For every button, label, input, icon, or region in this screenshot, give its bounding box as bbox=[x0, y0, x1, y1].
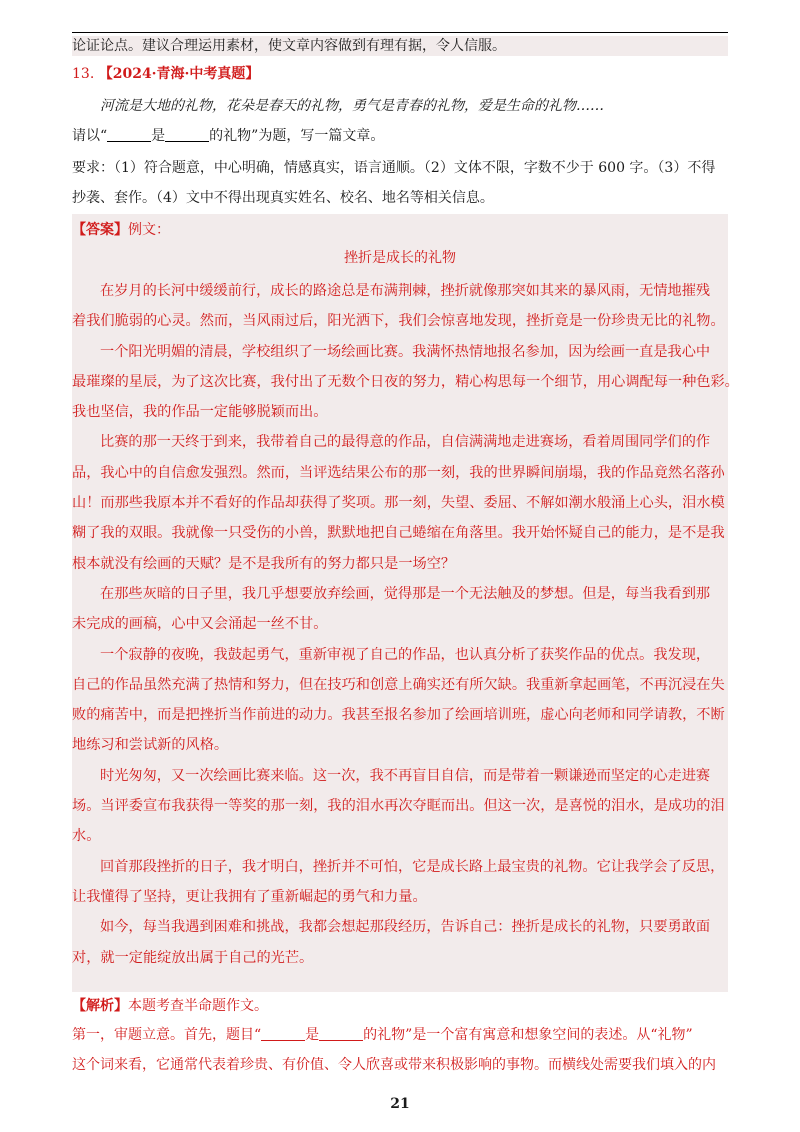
analysis-part: 是 bbox=[305, 1027, 320, 1043]
essay-line: 水。 bbox=[72, 828, 101, 845]
essay-line: 让我懂得了坚持，更让我拥有了重新崛起的勇气和力量。 bbox=[72, 888, 427, 905]
essay-line: 在那些灰暗的日子里，我几乎想要放弃绘画，觉得那是一个无法触及的梦想。但是，每当我看到那 bbox=[100, 585, 711, 602]
essay-line: 山！而那些我原本并不看好的作品却获得了奖项。那一刻，失望、委屈、不解如潮水般涌上心头，泪水模 bbox=[72, 495, 725, 512]
header-rule bbox=[72, 32, 728, 33]
blank-line bbox=[165, 141, 209, 142]
analysis-line-2 bbox=[72, 1025, 693, 1045]
essay-line: 场。当评委宣布我获得一等奖的那一刻，我的泪水再次夺眶而出。但这一次，是喜悦的泪水，是成功的泪 bbox=[72, 798, 725, 815]
prompt-part: 请以“ bbox=[72, 128, 108, 144]
essay-line: 根本就没有绘画的天赋？是不是我所有的努力都只是一场空？ bbox=[72, 555, 456, 572]
blank-line bbox=[107, 141, 151, 142]
essay-line: 着我们脆弱的心灵。然而，当风雨过后，阳光洒下，我们会惊喜地发现，挫折竟是一份珍贵无比的礼物。 bbox=[72, 313, 725, 330]
essay-line: 时光匆匆，又一次绘画比赛来临。这一次，我不再盲目自信，而是带着一颗谦逊而坚定的心走进赛 bbox=[100, 767, 711, 784]
blank-line bbox=[319, 1040, 363, 1041]
answer-block bbox=[72, 214, 739, 992]
question-prompt bbox=[72, 126, 384, 146]
essay-line: 一个寂静的夜晚，我鼓起勇气，重新审视了自己的作品，也认真分析了获奖作品的优点。我发现， bbox=[100, 646, 711, 663]
answer-header bbox=[72, 220, 170, 240]
essay-line: 如今，每当我遇到困难和挑战，我都会想起那段经历，告诉自己：挫折是成长的礼物，只要勇敢面 bbox=[100, 919, 711, 936]
essay-line: 未完成的画稿，心中又会涌起一丝不甘。 bbox=[72, 616, 328, 633]
prompt-part: 是 bbox=[151, 128, 166, 144]
essay-line: 品，我心中的自信愈发强烈。然而，当评选结果公布的那一刻，我的世界瞬间崩塌，我的作品竟然名落孙 bbox=[72, 464, 725, 481]
analysis-part: 第一，审题立意。首先，题目“ bbox=[72, 1027, 262, 1043]
blank-line bbox=[261, 1040, 305, 1041]
question-requirements-2: 抄袭、套作。（4）文中不得出现真实姓名、校名、地名等相关信息。 bbox=[72, 190, 494, 206]
essay-line: 比赛的那一天终于到来，我带着自己的最得意的作品，自信满满地走进赛场，看着周围同学们的作 bbox=[100, 434, 711, 451]
question-number: 13. bbox=[72, 66, 95, 82]
essay-line: 对，就一定能绽放出属于自己的光芒。 bbox=[72, 949, 314, 966]
page-number: 21 bbox=[390, 1096, 410, 1112]
essay-line: 在岁月的长河中缓缓前行，成长的路途总是布满荆棘，挫折就像那突如其来的暴风雨，无情地摧残 bbox=[100, 283, 711, 299]
essay-line: 回首那段挫折的日子，我才明白，挫折并不可怕，它是成长路上最宝贵的礼物。它让我学会了反思， bbox=[100, 858, 725, 875]
essay-line: 最璀璨的星辰，为了这次比赛，我付出了无数个日夜的努力，精心构思每一个细节，用心调配每一种色彩。 bbox=[72, 373, 739, 390]
essay-line: 糊了我的双眼。我就像一只受伤的小兽，默默地把自己蜷缩在角落里。我开始怀疑自己的能力，是不是我 bbox=[72, 525, 725, 542]
essay-line: 自己的作品虽然充满了热情和努力，但在技巧和创意上确实还有所欠缺。我重新拿起画笔，不再沉浸在失 bbox=[72, 676, 725, 693]
essay-line: 我也坚信，我的作品一定能够脱颖而出。 bbox=[72, 404, 328, 421]
question-header bbox=[72, 64, 259, 84]
answer-tag: 【答案】 bbox=[72, 222, 128, 238]
essay-line: 一个阳光明媚的清晨，学校组织了一场绘画比赛。我满怀热情地报名参加，因为绘画一直是我心中 bbox=[100, 343, 711, 360]
carryover-text: 论证论点。建议合理运用素材，使文章内容做到有理有据，令人信服。 bbox=[72, 36, 728, 56]
analysis-lead: 本题考查半命题作文。 bbox=[128, 998, 268, 1014]
analysis-part: 的礼物”是一个富有寓意和想象空间的表述。从“礼物” bbox=[363, 1027, 693, 1043]
question-source-tag: 【2024·青海·中考真题】 bbox=[98, 66, 260, 82]
analysis-tag: 【解析】 bbox=[72, 998, 128, 1014]
essay-line: 败的痛苦中，而是把挫折当作前进的动力。我甚至报名参加了绘画培训班，虚心向老师和同学请教，不断 bbox=[72, 707, 725, 724]
essay-line: 地练习和尝试新的风格。 bbox=[72, 737, 229, 754]
prompt-part: 的礼物”为题，写一篇文章。 bbox=[209, 128, 385, 144]
essay-title: 挫折是成长的礼物 bbox=[344, 250, 456, 266]
question-intro: 河流是大地的礼物，花朵是春天的礼物，勇气是青春的礼物，爱是生命的礼物…… bbox=[100, 98, 604, 114]
question-requirements-1: 要求：（1）符合题意，中心明确，情感真实，语言通顺。（2）文体不限，字数不少于 600 字。（3）不得 bbox=[72, 160, 716, 176]
essay-body bbox=[72, 276, 739, 973]
answer-lead: 例文： bbox=[128, 222, 170, 238]
analysis-line-3: 这个词来看，它通常代表着珍贵、有价值、令人欣喜或带来积极影响的事物。而横线处需要我们填入的内 bbox=[72, 1057, 716, 1073]
analysis-header bbox=[72, 996, 268, 1016]
